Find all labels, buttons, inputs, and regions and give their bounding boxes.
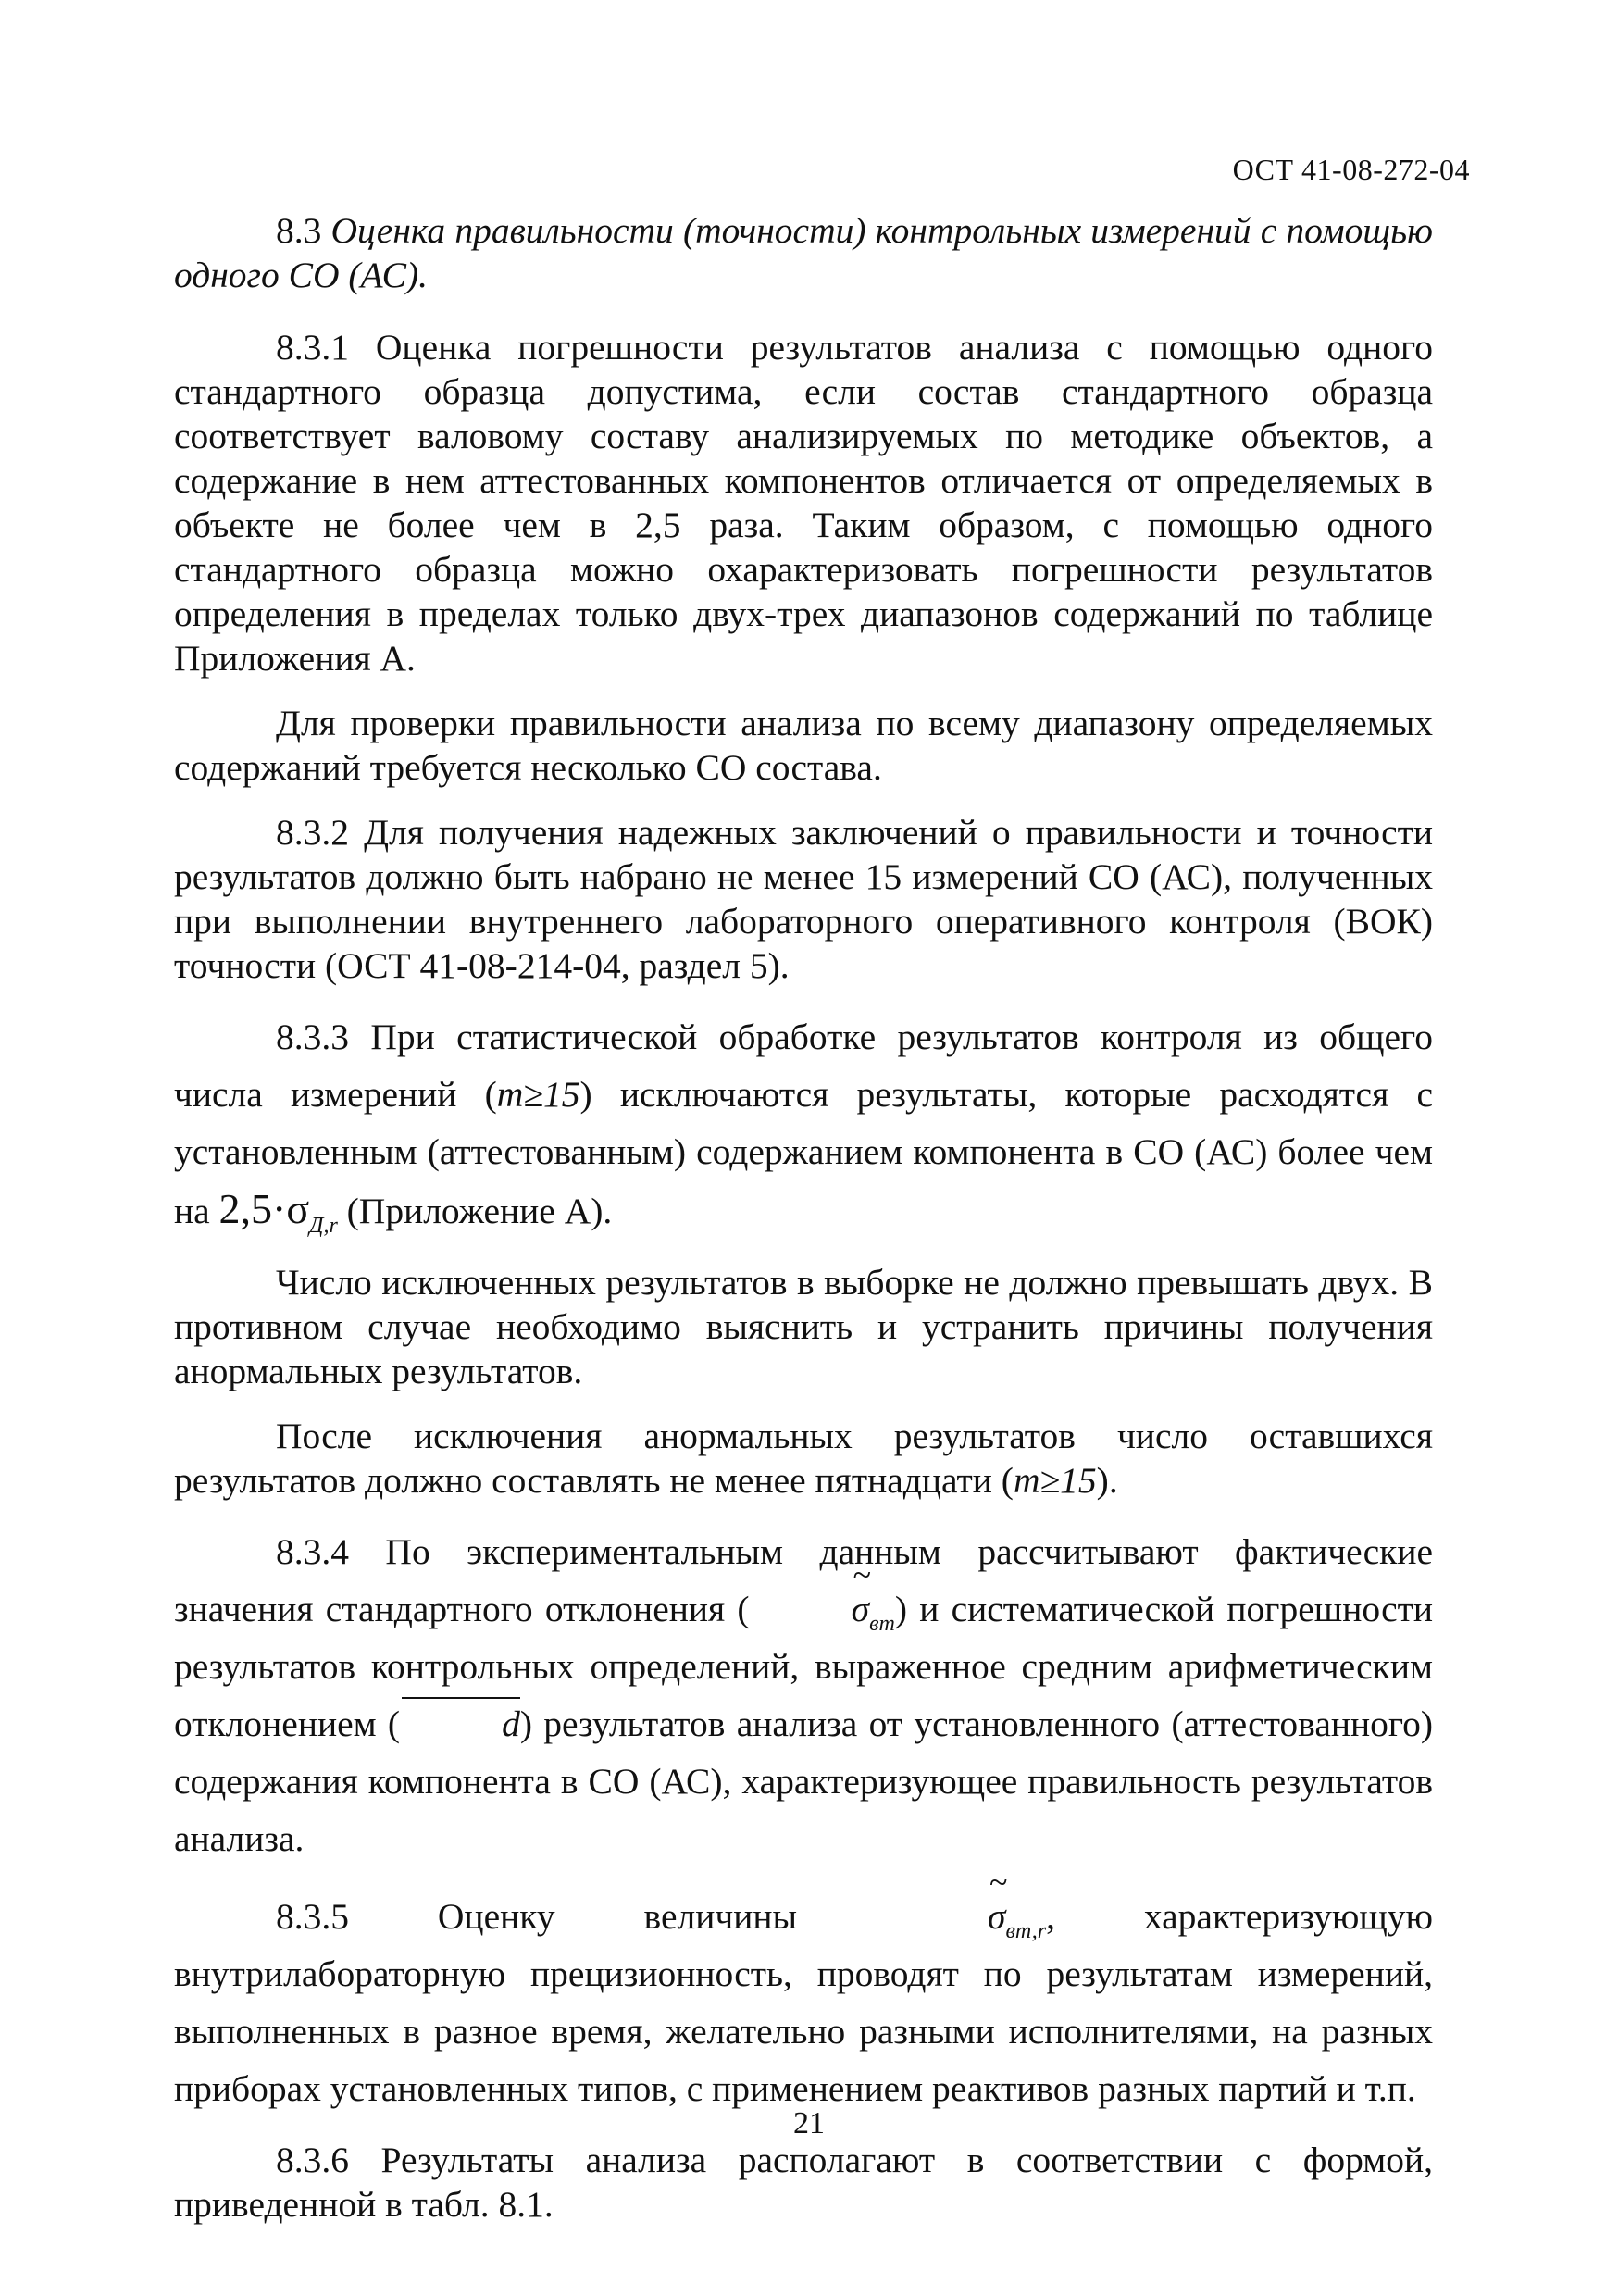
section-heading (174, 208, 1433, 297)
formula-sigma-vt-r-symbol: ~ σ (886, 1888, 1005, 1945)
formula-coefficient-subscript: Д,r (309, 1214, 338, 1238)
paragraph-8-3-4-text-c: результатов анализа от установленного (аттестованного) содержания компонента в СО (АС), характеризующее правильность результатов анализа. (174, 1703, 1433, 1859)
paragraph-8-3-2: 8.3.2 Для получения надежных заключений о правильности и точности результатов должно быть набрано не менее 15 измерений СО (АС), полученных при выполнении внутреннего лабораторного оперативного контроля (ВОК) точности (ОСТ 41-08-214-04, раздел 5). (174, 812, 1433, 986)
paragraph-8-3-1-note: Для проверки правильности анализа по всему диапазону определяемых содержаний требуется несколько СО состава. (174, 703, 1433, 788)
paragraph-excluded-results: Число исключенных результатов в выборке не должно превышать двух. В противном случае необходимо выяснить и устранить причины получения анормальных результатов. (174, 1262, 1433, 1391)
section-number: 8.3 (276, 210, 322, 251)
formula-d-mean-symbol: d (400, 1695, 520, 1753)
formula-m-min: m≥15 (496, 1074, 580, 1115)
page-content (174, 208, 1433, 2227)
formula-sigma-vt (750, 1589, 895, 1636)
paragraph-8-3-3-text-c: (Приложение А). (346, 1191, 613, 1231)
formula-m-min-2: m≥15 (1013, 1460, 1097, 1501)
section-title: Оценка правильности (точности) контрольных измерений с помощью одного СО (АС). (174, 210, 1433, 295)
formula-sigma-vt-symbol: ~ σ (750, 1580, 869, 1638)
paragraph-8-3-3-text-b: исключаются результаты, которые расходятся с установленным (аттестованным) содержанием компонента в СО (АС) более чем на (174, 1074, 1433, 1231)
formula-sigma-vt-r-subscript: вт,r (1005, 1919, 1047, 1943)
paragraph-8-3-1: 8.3.1 Оценка погрешности результатов анализа с помощью одного стандартного образца допустима, если состав стандартного образца соответствует валовому составу анализируемых по методике объектов, а содержание в нем аттестованных компонентов отличается от определяемых в объекте не более чем в 2,5 раза. Таким образом, с помощью одного стандартного образца можно охарактеризовать погрешности результатов определения в пределах только двух-трех диапазонов содержаний по таблице Приложения А. (174, 327, 1433, 679)
formula-d-mean (400, 1703, 520, 1744)
paragraph-8-3-4: 8.3.4 По экспериментальным данным рассчитывают фактические значения стандартного отклонения (~ $\sigma_{вт}$) и систематической погрешности результатов контрольных определений, выраженное средним арифметическим отклонением ( d) результатов анализа от установленного (аттестованного) содержания компонента в СО (АС), характеризующее правильность результатов анализа. (174, 1523, 1433, 1867)
paragraph-8-3-5-text-b: , характеризующую внутрилабораторную прецизионность, проводят по результатам измерений, выполненных в разное время, желательно разными исполнителями, на разных приборах установленных типов, с применением реактивов разных партий и т.п. (174, 1896, 1434, 2109)
paragraph-8-3-5 (174, 1888, 1433, 2117)
paragraph-8-3-3: 8.3.3 При статистической обработке результатов контроля из общего числа измерений (m≥15) исключаются результаты, которые расходятся с установленным (аттестованным) содержанием компонента в СО (АС) более чем на $2,5\cdot\sigma_{Д,r}$ (Приложение А). (174, 1017, 1433, 1238)
paragraph-after-exclusion-text: После исключения анормальных результатов число оставшихся результатов должно составлять не менее пятнадцати (174, 1416, 1433, 1501)
paragraph-8-3-3-text-a: 8.3.3 При статистической обработке результатов контроля из общего числа измерений (174, 1017, 1433, 1115)
paragraph-8-3-6: 8.3.6 Результаты анализа располагают в соответствии с формой, приведенной в табл. 8.1. (174, 2140, 1433, 2225)
formula-sigma-vt-subscript: вт (869, 1612, 895, 1636)
page-number: 21 (793, 2106, 825, 2140)
formula-sigma-vt-r (886, 1896, 1047, 1943)
paragraph-8-3-5-text-a: 8.3.5 Оценку величины (276, 1896, 798, 1937)
paragraph-after-exclusion: После исключения анормальных результатов число оставшихся результатов должно составлять не менее пятнадцати (m≥15). (174, 1416, 1433, 1501)
paragraph-after-exclusion-end: . (1108, 1460, 1118, 1501)
paragraph-8-3-4-text-b: и систематической погрешности результатов контрольных определений, выраженное средним арифметическим отклонением (174, 1589, 1434, 1744)
formula-coefficient (218, 1185, 338, 1238)
document-code: ОСТ 41-08-272-04 (1232, 153, 1470, 186)
formula-coefficient-value: 2,5·σ (218, 1185, 310, 1232)
paragraph-8-3-4-text-a: 8.3.4 По экспериментальным данным рассчитывают фактические значения стандартного отклонения (174, 1531, 1433, 1629)
